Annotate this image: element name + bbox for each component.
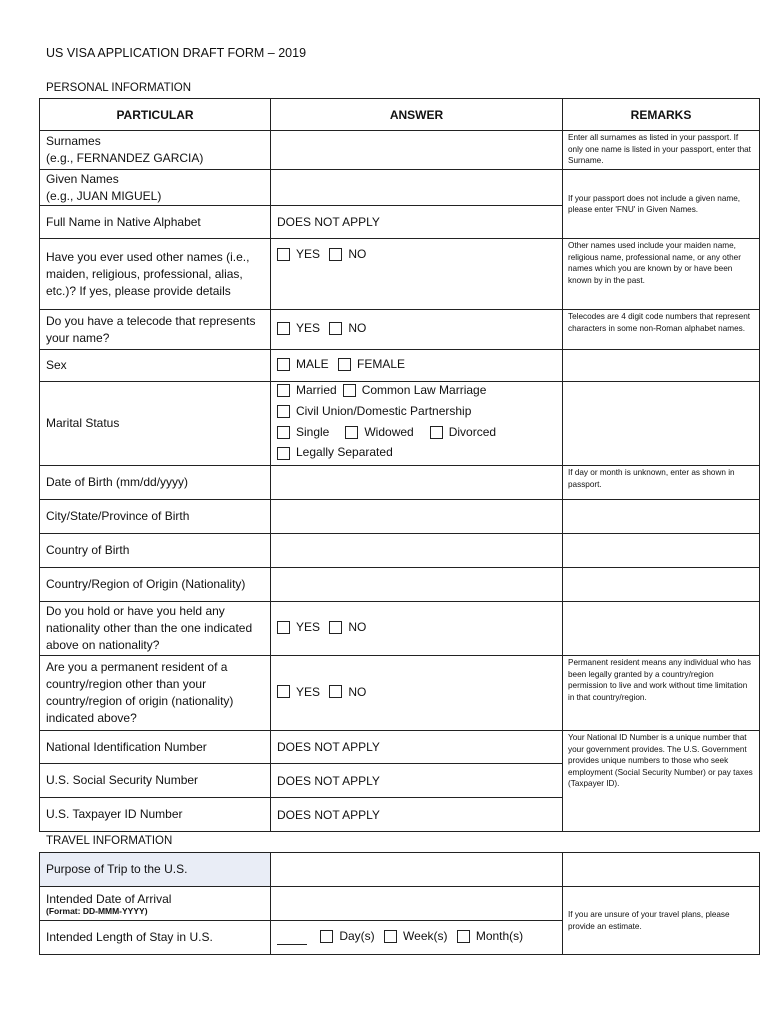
- table-row: [40, 310, 760, 350]
- ssn-label: U.S. Social Security Number: [40, 764, 271, 798]
- days-checkbox[interactable]: [320, 930, 333, 943]
- nationality-answer[interactable]: [271, 568, 563, 602]
- table-row: [40, 466, 760, 500]
- table-row: [40, 170, 760, 206]
- taxpayer-id-answer[interactable]: DOES NOT APPLY: [271, 798, 563, 832]
- other-names-remark: Other names used include your maiden name, religious name, professional name, or any other names which you are known by or have been known by in the past.: [563, 239, 760, 310]
- given-names-label: Given Names (e.g., JUAN MIGUEL): [40, 170, 271, 206]
- national-id-label: National Identification Number: [40, 731, 271, 764]
- header-answer: ANSWER: [271, 99, 563, 131]
- table-header-row: [40, 99, 760, 131]
- table-row: [40, 887, 760, 921]
- dob-remark: If day or month is unknown, enter as shown in passport.: [563, 466, 760, 500]
- perm-resident-yes-checkbox[interactable]: [277, 685, 290, 698]
- legally-separated-checkbox[interactable]: [277, 447, 290, 460]
- other-names-no-checkbox[interactable]: [329, 248, 342, 261]
- table-row: [40, 382, 760, 466]
- birth-country-remark: [563, 534, 760, 568]
- ssn-answer[interactable]: DOES NOT APPLY: [271, 764, 563, 798]
- other-nationality-label: Do you hold or have you held any nationality other than the one indicated above on nationality?: [40, 602, 271, 656]
- other-nationality-yes-checkbox[interactable]: [277, 621, 290, 634]
- birth-country-answer[interactable]: [271, 534, 563, 568]
- stay-number-blank[interactable]: [277, 944, 307, 945]
- travel-info-table: [39, 852, 760, 955]
- perm-resident-no-checkbox[interactable]: [329, 685, 342, 698]
- other-nationality-answer: YES NO: [271, 602, 563, 656]
- married-checkbox[interactable]: [277, 384, 290, 397]
- table-row: [40, 853, 760, 887]
- marital-status-remark: [563, 382, 760, 466]
- birth-city-remark: [563, 500, 760, 534]
- male-checkbox[interactable]: [277, 358, 290, 371]
- native-name-label: Full Name in Native Alphabet: [40, 206, 271, 239]
- telecode-answer: YES NO: [271, 310, 563, 350]
- other-nationality-remark: [563, 602, 760, 656]
- surnames-remark: Enter all surnames as listed in your passport. If only one name is listed in your passport, enter that Surname.: [563, 131, 760, 170]
- stay-answer: Day(s) Week(s) Month(s): [271, 921, 563, 955]
- table-row: [40, 239, 760, 310]
- sex-label: Sex: [40, 350, 271, 382]
- telecode-label: Do you have a telecode that represents your name?: [40, 310, 271, 350]
- common-law-checkbox[interactable]: [343, 384, 356, 397]
- telecode-remark: Telecodes are 4 digit code numbers that represent characters in some non-Roman alphabet names.: [563, 310, 760, 350]
- surnames-answer[interactable]: [271, 131, 563, 170]
- perm-resident-label: Are you a permanent resident of a country/region other than your country/region of origin (nationality) indicated above?: [40, 656, 271, 731]
- native-name-answer[interactable]: DOES NOT APPLY: [271, 206, 563, 239]
- nationality-label: Country/Region of Origin (Nationality): [40, 568, 271, 602]
- other-nationality-no-checkbox[interactable]: [329, 621, 342, 634]
- table-row: [40, 568, 760, 602]
- stay-label: Intended Length of Stay in U.S.: [40, 921, 271, 955]
- sex-remark: [563, 350, 760, 382]
- marital-status-answer: Married Common Law Marriage Civil Union/Domestic Partnership Single Widowed Divorced Legally Separated: [271, 382, 563, 466]
- table-row: [40, 350, 760, 382]
- other-names-label: Have you ever used other names (i.e., maiden, religious, professional, alias, etc.)? If yes, please provide details: [40, 239, 271, 310]
- header-remarks: REMARKS: [563, 99, 760, 131]
- arrival-label: Intended Date of Arrival (Format: DD-MMM-YYYY): [40, 887, 271, 921]
- other-names-yes-checkbox[interactable]: [277, 248, 290, 261]
- table-row: [40, 534, 760, 568]
- dob-label: Date of Birth (mm/dd/yyyy): [40, 466, 271, 500]
- divorced-checkbox[interactable]: [430, 426, 443, 439]
- surnames-label: Surnames (e.g., FERNANDEZ GARCIA): [40, 131, 271, 170]
- purpose-remark: [563, 853, 760, 887]
- table-row: [40, 731, 760, 764]
- sex-answer: MALE FEMALE: [271, 350, 563, 382]
- perm-resident-remark: Permanent resident means any individual who has been legally granted by a country/region permission to live and work without time limitation in that country/region.: [563, 656, 760, 731]
- taxpayer-id-label: U.S. Taxpayer ID Number: [40, 798, 271, 832]
- ids-remark: Your National ID Number is a unique number that your government provides. The U.S. Government provides unique numbers to those who seek employment (Social Security Number) or pay taxes (Taxpayer ID).: [563, 731, 760, 832]
- perm-resident-answer: YES NO: [271, 656, 563, 731]
- weeks-checkbox[interactable]: [384, 930, 397, 943]
- table-row: [40, 500, 760, 534]
- arrival-answer[interactable]: [271, 887, 563, 921]
- months-checkbox[interactable]: [457, 930, 470, 943]
- nationality-remark: [563, 568, 760, 602]
- widowed-checkbox[interactable]: [345, 426, 358, 439]
- single-checkbox[interactable]: [277, 426, 290, 439]
- table-row: [40, 602, 760, 656]
- personal-info-heading: PERSONAL INFORMATION: [46, 82, 192, 94]
- birth-country-label: Country of Birth: [40, 534, 271, 568]
- national-id-answer[interactable]: DOES NOT APPLY: [271, 731, 563, 764]
- travel-remark: If you are unsure of your travel plans, please provide an estimate.: [563, 887, 760, 955]
- telecode-yes-checkbox[interactable]: [277, 322, 290, 335]
- travel-info-heading: TRAVEL INFORMATION: [46, 835, 173, 847]
- purpose-answer[interactable]: [271, 853, 563, 887]
- purpose-label: Purpose of Trip to the U.S.: [40, 853, 271, 887]
- female-checkbox[interactable]: [338, 358, 351, 371]
- table-row: [40, 131, 760, 170]
- table-row: [40, 656, 760, 731]
- birth-city-answer[interactable]: [271, 500, 563, 534]
- civil-union-checkbox[interactable]: [277, 405, 290, 418]
- telecode-no-checkbox[interactable]: [329, 322, 342, 335]
- other-names-answer: YES NO: [271, 239, 563, 310]
- given-names-answer[interactable]: [271, 170, 563, 206]
- birth-city-label: City/State/Province of Birth: [40, 500, 271, 534]
- given-names-remark: If your passport does not include a given name, please enter 'FNU' in Given Names.: [563, 170, 760, 239]
- personal-info-table: [39, 98, 760, 832]
- marital-status-label: Marital Status: [40, 382, 271, 466]
- form-title: US VISA APPLICATION DRAFT FORM – 2019: [46, 46, 307, 60]
- header-particular: PARTICULAR: [40, 99, 271, 131]
- dob-answer[interactable]: [271, 466, 563, 500]
